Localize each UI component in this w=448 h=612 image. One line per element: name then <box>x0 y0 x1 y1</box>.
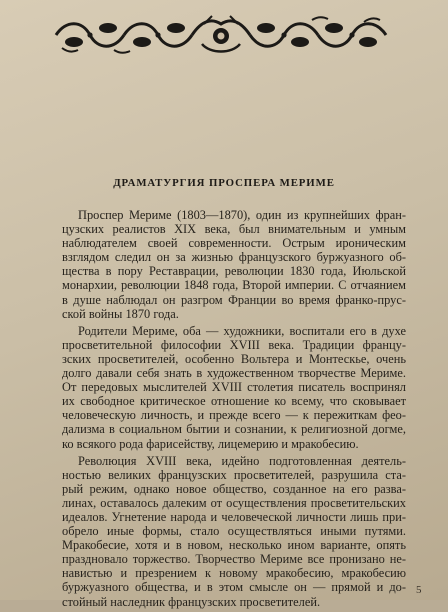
ornamental-header-icon <box>52 14 390 56</box>
chapter-title: ДРАМАТУРГИЯ ПРОСПЕРА МЕРИМЕ <box>113 177 335 189</box>
text-line: их свободное критическое отношение ко всему, что сковывает <box>62 394 406 409</box>
text-line: человеческую личность, и прежде всего — к пережиткам фео- <box>62 408 406 423</box>
text-line: линах, оставалось далеким от осуществления просветительских <box>62 495 406 510</box>
text-line: ностью великих французских просветителей, разрушила ста- <box>62 467 406 482</box>
text-line: рый режим, однако новое общество, созданное на его разва- <box>62 481 406 496</box>
text-line: Мракобесие, хотя и в новом, несколько ином варианте, опять <box>62 538 406 553</box>
text-line: буржуазного общества, и в этом смысле он — прямой и до- <box>62 580 406 595</box>
body-text <box>62 208 406 612</box>
text-line: монархии, революции 1848 года, Второй империи. С отчаянием <box>62 278 406 293</box>
text-line: Проспер Мериме (1803—1870), один из крупнейших фран- <box>78 208 406 222</box>
text-line: в душе наблюдал он разгром Франции во время франко-прус- <box>62 292 406 307</box>
text-line: щества в пору Реставрации, революции 1830 года, Июльской <box>62 264 406 279</box>
text-line: обрело иные формы, стало осуществляться иными путями. <box>62 524 406 539</box>
text-line: наблюдателем своей современности. Острым ироническим <box>62 236 406 251</box>
text-line: зских просветителей, особенно Вольтера и Монтескье, очень <box>62 351 406 366</box>
text-line: навистью и презрением к новому мракобесию, мракобесию <box>62 566 406 581</box>
text-line: стойный наследник французских просветителей. <box>62 594 321 609</box>
text-line: идеалов. Угнетение народа и человеческой личности лишь при- <box>62 509 406 524</box>
text-line: долго давали себя знать в художественном творчестве Мериме. <box>62 366 406 381</box>
text-line: цузских реалистов XIX века, был внимательным и умным <box>62 222 406 237</box>
text-line: ской войны 1870 года. <box>62 306 179 321</box>
paragraph-2 <box>62 324 406 451</box>
text-line: просветительной философии XVIII века. Традиции францу- <box>62 337 406 352</box>
text-line: От передовых мыслителей XVIII столетия писатель воспринял <box>62 380 406 395</box>
paragraph-1 <box>62 208 406 321</box>
paragraph-3 <box>62 454 406 609</box>
page-number: 5 <box>416 584 422 596</box>
text-line: ко всякого рода фарисейству, лицемерию и мракобесию. <box>62 436 359 451</box>
text-line: Революция XVIII века, идейно подготовленная деятель- <box>78 453 406 468</box>
text-line: праздновало торжество. Творчество Мериме все пронизано не- <box>62 552 406 567</box>
text-line: дализма в социальном бытии и сознании, к религиозной догме, <box>62 422 406 437</box>
text-line: Родители Мериме, оба — художники, воспитали его в духе <box>78 323 406 338</box>
text-line: взглядом следил он за жизнью французского буржуазного об- <box>62 250 406 265</box>
